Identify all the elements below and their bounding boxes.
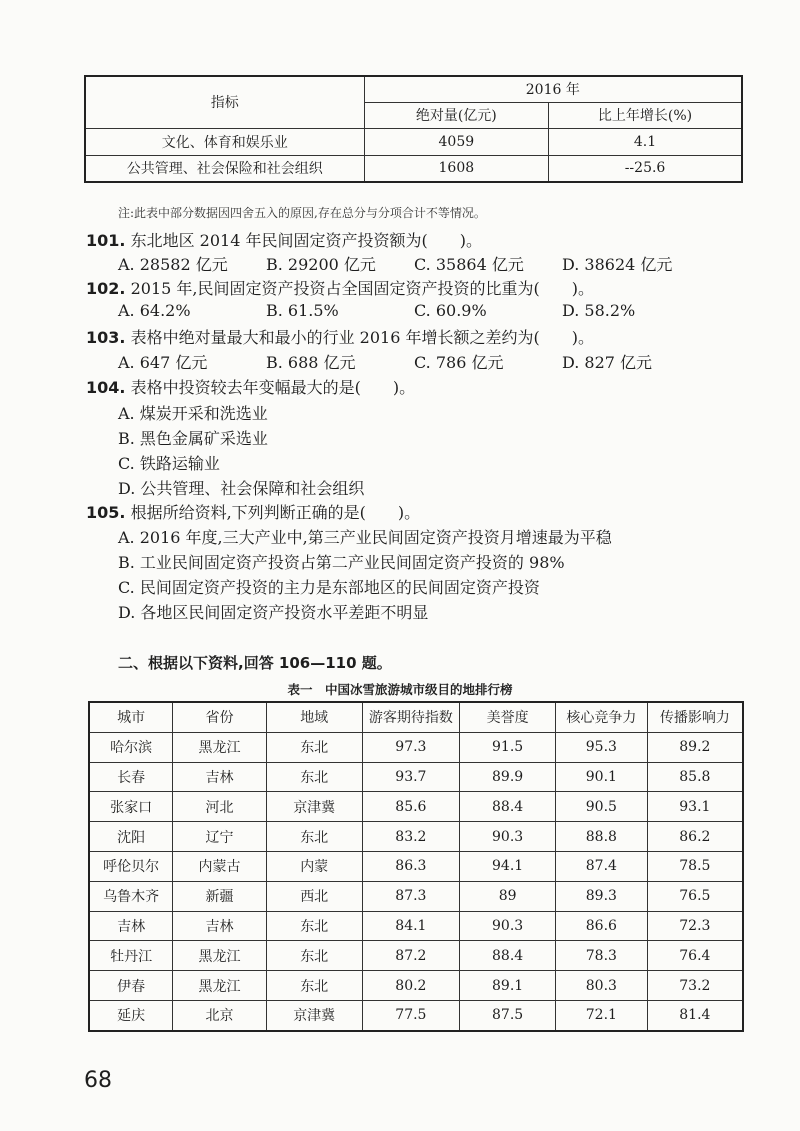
question-text: 东北地区 2014 年民间固定资产投资额为( )。 (130, 231, 482, 250)
table-cell: 87.3 (362, 881, 460, 911)
table-row (89, 732, 743, 762)
table-cell: 河北 (173, 792, 267, 822)
column-header: 核心竞争力 (555, 702, 647, 732)
table-cell: 83.2 (362, 822, 460, 852)
table-cell: 85.6 (362, 792, 460, 822)
question-text: 表格中绝对量最大和最小的行业 2016 年增长额之差约为( )。 (130, 328, 594, 347)
row-name: 文化、体育和娱乐业 (85, 128, 364, 155)
table-cell: 90.3 (460, 822, 556, 852)
table-cell: 新疆 (173, 881, 267, 911)
indicator-table (84, 75, 743, 183)
table-header-row (89, 702, 743, 732)
table-note: 注:此表中部分数据因四舍五入的原因,存在总分与分项合计不等情况。 (118, 206, 486, 220)
table-cell: 86.6 (555, 911, 647, 941)
table-cell: 78.3 (555, 941, 647, 971)
table-cell: 77.5 (362, 1000, 460, 1030)
option-c: C. 35864 亿元 (414, 255, 524, 274)
question-number: 103. (86, 328, 126, 347)
question-102 (86, 276, 594, 299)
table-cell: 京津冀 (266, 792, 362, 822)
table-cell: 89.1 (460, 971, 556, 1001)
option-d: D. 58.2% (562, 301, 636, 320)
question-number: 102. (86, 279, 126, 298)
option-a: A. 煤炭开采和洗选业 (118, 404, 268, 423)
table-cell: 张家口 (89, 792, 173, 822)
row-abs: 1608 (364, 155, 548, 182)
table-row (85, 128, 742, 155)
ranking-table (88, 701, 744, 1032)
option-b: B. 黑色金属矿采选业 (118, 429, 268, 448)
option-a: A. 28582 亿元 (118, 255, 228, 274)
option-b: B. 61.5% (266, 301, 339, 320)
question-text: 根据所给资料,下列判断正确的是( )。 (130, 503, 421, 522)
table-cell: 东北 (266, 762, 362, 792)
option-d: D. 公共管理、社会保障和社会组织 (118, 479, 365, 498)
table-cell: 76.5 (647, 881, 743, 911)
table-cell: 80.3 (555, 971, 647, 1001)
table-cell: 东北 (266, 732, 362, 762)
column-header: 地域 (266, 702, 362, 732)
option-c: C. 60.9% (414, 301, 487, 320)
table-row (89, 1000, 743, 1030)
table-cell: 东北 (266, 971, 362, 1001)
table-cell: 沈阳 (89, 822, 173, 852)
option-c: C. 铁路运输业 (118, 454, 220, 473)
option-d: D. 各地区民间固定资产投资水平差距不明显 (118, 603, 429, 622)
table-cell: 牡丹江 (89, 941, 173, 971)
table-row (89, 822, 743, 852)
table-cell: 西北 (266, 881, 362, 911)
table-cell: 延庆 (89, 1000, 173, 1030)
option-b: B. 688 亿元 (266, 353, 356, 372)
table-cell: 72.1 (555, 1000, 647, 1030)
question-number: 101. (86, 231, 126, 250)
table-cell: 87.5 (460, 1000, 556, 1030)
table-cell: 哈尔滨 (89, 732, 173, 762)
table-cell: 京津冀 (266, 1000, 362, 1030)
table-cell: 伊春 (89, 971, 173, 1001)
table-row (89, 911, 743, 941)
column-header: 游客期待指数 (362, 702, 460, 732)
table-cell: 85.8 (647, 762, 743, 792)
table-cell: 86.2 (647, 822, 743, 852)
question-text: 表格中投资较去年变幅最大的是( )。 (130, 378, 416, 397)
row-name: 公共管理、社会保险和社会组织 (85, 155, 364, 182)
question-101 (86, 228, 482, 251)
question-103 (86, 325, 594, 348)
table-row (89, 941, 743, 971)
column-header: 美誉度 (460, 702, 556, 732)
table-cell: 内蒙古 (173, 851, 267, 881)
question-104 (86, 375, 415, 398)
table-cell: 78.5 (647, 851, 743, 881)
row-abs: 4059 (364, 128, 548, 155)
table-caption: 表一 中国冰雪旅游城市级目的地排行榜 (287, 682, 513, 697)
table-cell: 95.3 (555, 732, 647, 762)
column-header: 城市 (89, 702, 173, 732)
page-number: 68 (84, 1068, 112, 1093)
option-d: D. 827 亿元 (562, 353, 653, 372)
table-cell: 97.3 (362, 732, 460, 762)
option-a: A. 64.2% (118, 301, 191, 320)
table-cell: 吉林 (89, 911, 173, 941)
table-cell: 73.2 (647, 971, 743, 1001)
table-cell: 89.9 (460, 762, 556, 792)
table-cell: 93.1 (647, 792, 743, 822)
table-cell: 76.4 (647, 941, 743, 971)
row-growth: --25.6 (549, 155, 742, 182)
table-cell: 东北 (266, 911, 362, 941)
table-row (85, 155, 742, 182)
table-cell: 90.5 (555, 792, 647, 822)
column-header: 省份 (173, 702, 267, 732)
option-c: C. 民间固定资产投资的主力是东部地区的民间固定资产投资 (118, 578, 540, 597)
table-cell: 长春 (89, 762, 173, 792)
option-a: A. 2016 年度,三大产业中,第三产业民间固定资产投资月增速最为平稳 (118, 528, 612, 547)
table-cell: 84.1 (362, 911, 460, 941)
table-row (89, 881, 743, 911)
table-cell: 北京 (173, 1000, 267, 1030)
table-row (89, 851, 743, 881)
table-cell: 80.2 (362, 971, 460, 1001)
option-d: D. 38624 亿元 (562, 255, 673, 274)
table-cell: 94.1 (460, 851, 556, 881)
table-cell: 吉林 (173, 911, 267, 941)
table-cell: 87.2 (362, 941, 460, 971)
section-title: 二、根据以下资料,回答 106—110 题。 (118, 654, 392, 672)
table-cell: 91.5 (460, 732, 556, 762)
option-c: C. 786 亿元 (414, 353, 504, 372)
table-cell: 93.7 (362, 762, 460, 792)
table-cell: 90.1 (555, 762, 647, 792)
header-abs: 绝对量(亿元) (364, 102, 548, 128)
table-cell: 86.3 (362, 851, 460, 881)
table-cell: 东北 (266, 941, 362, 971)
table-cell: 吉林 (173, 762, 267, 792)
question-number: 104. (86, 378, 126, 397)
table-cell: 88.4 (460, 941, 556, 971)
table-row (89, 792, 743, 822)
table-cell: 乌鲁木齐 (89, 881, 173, 911)
table-cell: 72.3 (647, 911, 743, 941)
table-cell: 黑龙江 (173, 941, 267, 971)
option-b: B. 29200 亿元 (266, 255, 376, 274)
header-growth: 比上年增长(%) (549, 102, 742, 128)
question-text: 2015 年,民间固定资产投资占全国固定资产投资的比重为( )。 (130, 279, 594, 298)
table-cell: 呼伦贝尔 (89, 851, 173, 881)
table-row (89, 762, 743, 792)
table-cell: 辽宁 (173, 822, 267, 852)
table-cell: 89 (460, 881, 556, 911)
row-growth: 4.1 (549, 128, 742, 155)
table-cell: 东北 (266, 822, 362, 852)
table-cell: 内蒙 (266, 851, 362, 881)
table-cell: 黑龙江 (173, 732, 267, 762)
table-cell: 89.3 (555, 881, 647, 911)
table-cell: 87.4 (555, 851, 647, 881)
table-cell: 81.4 (647, 1000, 743, 1030)
table-cell: 88.4 (460, 792, 556, 822)
question-number: 105. (86, 503, 126, 522)
question-105 (86, 500, 420, 523)
table-cell: 90.3 (460, 911, 556, 941)
table-cell: 89.2 (647, 732, 743, 762)
header-indicator: 指标 (85, 76, 364, 128)
option-b: B. 工业民间固定资产投资占第二产业民间固定资产投资的 98% (118, 553, 565, 572)
column-header: 传播影响力 (647, 702, 743, 732)
table-cell: 黑龙江 (173, 971, 267, 1001)
table-row (89, 971, 743, 1001)
header-year: 2016 年 (364, 76, 742, 102)
option-a: A. 647 亿元 (118, 353, 208, 372)
table-cell: 88.8 (555, 822, 647, 852)
